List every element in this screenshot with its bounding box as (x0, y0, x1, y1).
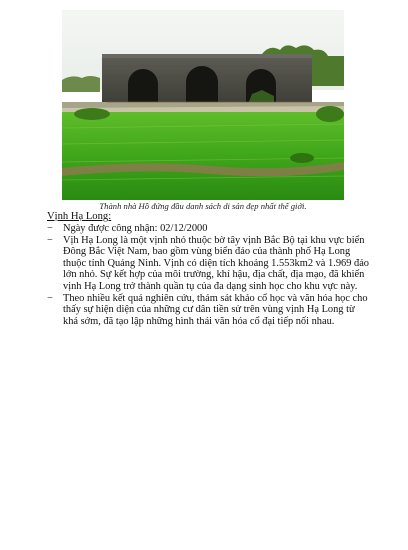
list-item (47, 235, 372, 293)
dash-bullet-icon: − (47, 292, 53, 304)
section-heading: Vịnh Hạ Long: (47, 211, 112, 222)
photo-caption: Thành nhà Hồ đứng đầu danh sách di sản đẹp nhất thế giới. (99, 201, 307, 211)
list-item (47, 223, 372, 235)
bullet-list (47, 223, 372, 327)
bullet-text: Theo nhiều kết quả nghiên cứu, thám sát khảo cổ học và văn hóa học cho thấy sự hiện diện của những cư dân tiền sử trên vùng vịnh Hạ Long từ khá sớm, đã tạo lập những hình thái văn hóa cổ đại tiếp nối nhau. (63, 292, 368, 327)
list-item (47, 293, 372, 328)
dash-bullet-icon: − (47, 223, 53, 234)
citadel-photo (62, 10, 344, 200)
bullet-text: Ngày được công nhận: 02/12/2000 (63, 223, 208, 234)
bullet-text: Vịh Hạ Long là một vịnh nhỏ thuộc bờ tây vịnh Bắc Bộ tại khu vực biển Đông Bắc Việt Nam, bao gồm vùng biển đảo của thành phố Hạ Long thuộc tỉnh Quảng Ninh. Vịnh có diện tích khoảng 1.553km2 và 1.969 đảo lớn nhỏ. Sự kết hợp của môi trường, khí hậu, địa chất, địa mạo, đã khiến vịnh Hạ Long trở thành quần tụ của đa dạng sinh học cho khu vực này. (63, 234, 370, 292)
photo-citadel-icon (62, 10, 344, 200)
dash-bullet-icon: − (47, 234, 53, 246)
